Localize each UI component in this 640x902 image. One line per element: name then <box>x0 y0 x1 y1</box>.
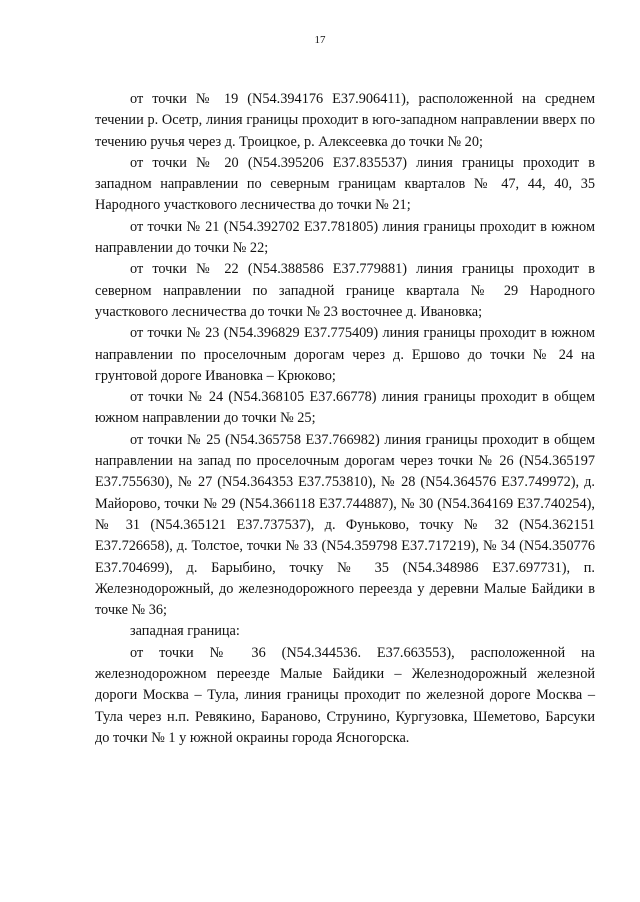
paragraph-point-22: от точки № 22 (N54.388586 E37.779881) линия границы проходит в северном направлении по западной границе квартала № 29 Народного участкового лесничества до точки № 23 восточнее д. Ивановка; <box>95 261 595 320</box>
document-body <box>95 89 595 749</box>
section-heading-west-border: западная граница: <box>130 623 240 640</box>
paragraph-point-21: от точки № 21 (N54.392702 E37.781805) линия границы проходит в южном направлении до точки № 22; <box>95 218 595 257</box>
paragraph-point-25: от точки № 25 (N54.365758 E37.766982) линия границы проходит в общем направлении на запад по проселочным дорогам через точки № 26 (N54.365197 E37.755630), № 27 (N54.364353 E37.753810), № 28 (N54.364576 E37.749972), д. Майорово, точки № 29 (N54.366118 E37.744887), № 30 (N54.364169 E37.740254), № 31 (N54.365121 E37.737537), д. Фуньково, точку № 32 (N54.362151 E37.726658), д. Толстое, точки № 33 (N54.359798 E37.717219), № 34 (N54.350776 E37.704699), д. Барыбино, точку № 35 (N54.348986 E37.697731), п. Железнодорожный, до железнодорожного переезда у деревни Малые Байдики в точке № 36; <box>95 431 595 619</box>
paragraph-point-23: от точки № 23 (N54.396829 E37.775409) линия границы проходит в южном направлении по проселочным дорогам через д. Ершово до точки № 24 на грунтовой дороге Ивановка – Крюково; <box>95 325 595 384</box>
paragraph-point-24: от точки № 24 (N54.368105 E37.66778) линия границы проходит в общем южном направлении до точки № 25; <box>95 389 595 427</box>
page-number: 17 <box>314 34 326 46</box>
paragraph-point-36: от точки № 36 (N54.344536. E37.663553), расположенной на железнодорожном переезде Малые Байдики – Железнодорожный железной дороги Москва – Тула, линия границы проходит по железной дороге Москва – Тула через н.п. Ревякино, Бараново, Струнино, Кургузовка, Шеметово, Барсуки до точки № 1 у южной окраины города Ясногорска. <box>95 644 595 746</box>
paragraph-point-20: от точки № 20 (N54.395206 E37.835537) линия границы проходит в западном направлении по северным границам кварталов № 47, 44, 40, 35 Народного участкового лесничества до точки № 21; <box>95 154 595 214</box>
paragraph-point-19: от точки № 19 (N54.394176 E37.906411), расположенной на среднем течении р. Осетр, линия границы проходит в юго-западном направлении вверх по течению ручья через д. Троицкое, р. Алексеевка до точки № 20; <box>95 91 595 150</box>
